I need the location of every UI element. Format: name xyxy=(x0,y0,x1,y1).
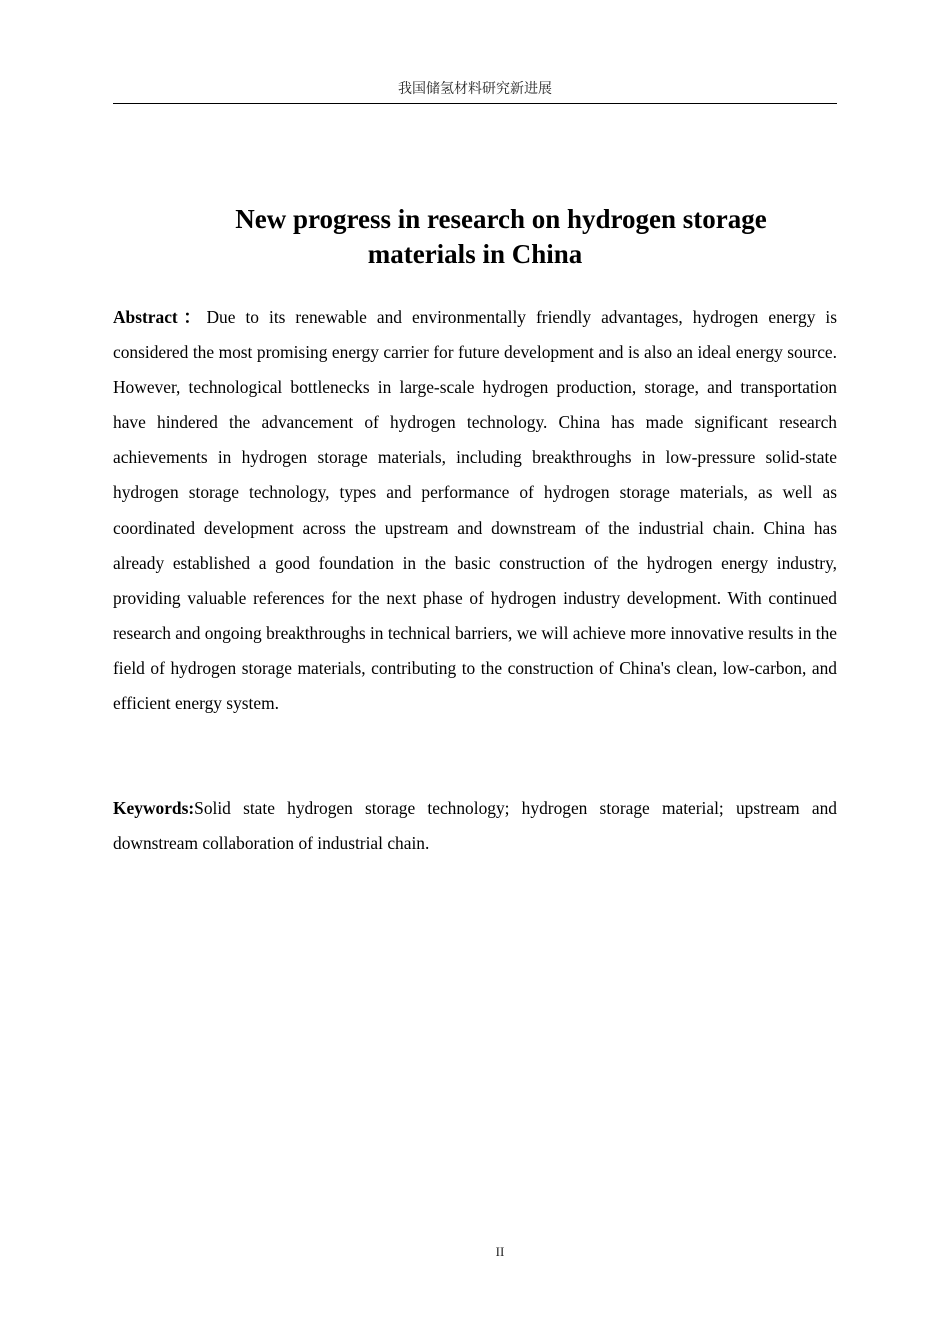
keywords-label: Keywords: xyxy=(113,798,195,818)
page-number: II xyxy=(495,1244,505,1259)
keywords-paragraph xyxy=(113,791,837,861)
abstract-paragraph xyxy=(113,300,837,721)
paper-title-line-2: materials in China xyxy=(367,239,583,269)
paper-title xyxy=(113,202,837,272)
header-rule xyxy=(113,103,837,104)
paper-title-line-1: New progress in research on hydrogen storage xyxy=(235,204,767,234)
running-header: 我国储氢材料研究新进展 xyxy=(398,81,552,97)
keywords-text: Solid state hydrogen storage technology; hydrogen storage material; upstream and downstream collaboration of industrial chain. xyxy=(113,798,837,854)
abstract-label: Abstract： xyxy=(113,307,207,327)
abstract-text: Due to its renewable and environmentally friendly advantages, hydrogen energy is considered the most promising energy carrier for future development and is also an ideal energy source. However, technological bottlenecks in large-scale hydrogen production, storage, and transportation have hindered the advancement of hydrogen technology. China has made significant research achievements in hydrogen storage materials, including breakthroughs in low-pressure solid-state hydrogen storage technology, types and performance of hydrogen storage materials, as well as coordinated development across the upstream and downstream of the industrial chain. China has already established a good foundation in the basic construction of the hydrogen energy industry, providing valuable references for the next phase of hydrogen industry development. With continued research and ongoing breakthroughs in technical barriers, we will achieve more innovative results in the field of hydrogen storage materials, contributing to the construction of China's clean, low-carbon, and efficient energy system. xyxy=(113,307,838,714)
